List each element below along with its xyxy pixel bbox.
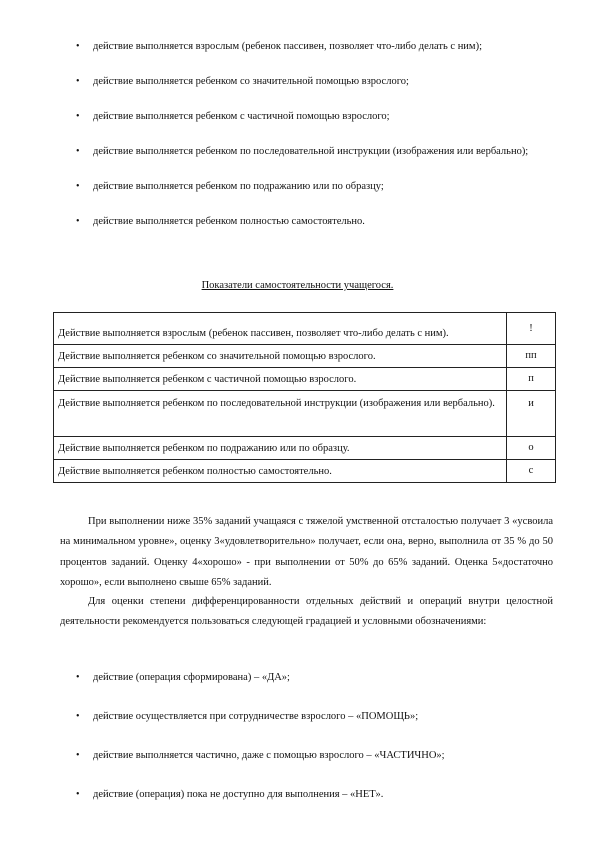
grading-paragraph-text: При выполнении ниже 35% заданий учащаяся с тяжелой умственной отсталостью получает 3 «усвоила на минимальном уровне», оценку 3«удовлетворительно» получает, если она, верно, выполнила от 35 % до 50 процентов заданий. Оценку 4«хорошо» - при выполнении от 50% до 65% заданий. Оценка 5«достаточно хорошо», если выполнено свыше 65% заданий. xyxy=(60,516,553,588)
list-item-text: действие выполняется ребенком по подражанию или по образцу; xyxy=(93,181,384,192)
indicators-table xyxy=(53,312,556,483)
list-item xyxy=(0,177,595,196)
bullet-icon: • xyxy=(76,181,80,192)
table-cell-mark: и xyxy=(507,391,556,437)
table-row xyxy=(54,391,556,437)
list-item-text: действие выполняется ребенком по последовательной инструкции (изображения или вербально); xyxy=(93,146,529,157)
list-item xyxy=(0,72,595,91)
table-cell-mark: ! xyxy=(507,313,556,345)
table-cell-description: Действие выполняется ребенком с частичной помощью взрослого. xyxy=(54,368,507,391)
bullet-icon: • xyxy=(76,789,80,800)
list-item xyxy=(0,212,595,231)
table-row xyxy=(54,345,556,368)
list-item xyxy=(0,707,595,726)
bullet-icon: • xyxy=(76,146,80,157)
list-item xyxy=(0,37,595,56)
bullet-icon: • xyxy=(76,216,80,227)
list-item-text: действие осуществляется при сотрудничестве взрослого – «ПОМОЩЬ»; xyxy=(93,711,419,722)
list-item xyxy=(0,142,595,161)
list-item xyxy=(0,785,595,804)
list-item-text: действие выполняется частично, даже с помощью взрослого – «ЧАСТИЧНО»; xyxy=(93,750,445,761)
gradation-intro-paragraph xyxy=(60,592,553,633)
gradation-intro-text: Для оценки степени дифференцированности отдельных действий и операций внутри целостной деятельности рекомендуется пользоваться следующей градацией и условными обозначениями: xyxy=(60,596,553,628)
heading-text: Показатели самостоятельности учащегося. xyxy=(201,280,394,291)
table-row xyxy=(54,313,556,345)
table-cell-description: Действие выполняется ребенком по последовательной инструкции (изображения или вербально). xyxy=(54,391,507,437)
section-heading xyxy=(0,279,595,293)
grading-paragraph xyxy=(60,512,553,593)
table-cell-mark: с xyxy=(507,460,556,483)
gradation-list xyxy=(0,668,595,824)
list-item xyxy=(0,668,595,687)
list-item xyxy=(0,746,595,765)
table-cell-description: Действие выполняется ребенком по подражанию или по образцу. xyxy=(54,437,507,460)
list-item-text: действие выполняется ребенком с частичной помощью взрослого; xyxy=(93,111,390,122)
list-item-text: действие выполняется ребенком со значительной помощью взрослого; xyxy=(93,76,409,87)
bullet-icon: • xyxy=(76,750,80,761)
list-item-text: действие выполняется взрослым (ребенок пассивен, позволяет что-либо делать с ним); xyxy=(93,41,482,52)
bullet-icon: • xyxy=(76,41,80,52)
table-cell-mark: п xyxy=(507,368,556,391)
table-row xyxy=(54,368,556,391)
table-row xyxy=(54,437,556,460)
table-cell-mark: о xyxy=(507,437,556,460)
table-row xyxy=(54,460,556,483)
table-cell-description: Действие выполняется взрослым (ребенок пассивен, позволяет что-либо делать с ним). xyxy=(54,313,507,345)
bullet-icon: • xyxy=(76,711,80,722)
independence-levels-list xyxy=(0,37,595,247)
list-item-text: действие (операция сформирована) – «ДА»; xyxy=(93,672,290,683)
table-cell-description: Действие выполняется ребенком полностью самостоятельно. xyxy=(54,460,507,483)
list-item-text: действие выполняется ребенком полностью самостоятельно. xyxy=(93,216,365,227)
list-item-text: действие (операция) пока не доступно для выполнения – «НЕТ». xyxy=(93,789,384,800)
bullet-icon: • xyxy=(76,111,80,122)
list-item xyxy=(0,107,595,126)
table-cell-mark: пп xyxy=(507,345,556,368)
bullet-icon: • xyxy=(76,672,80,683)
bullet-icon: • xyxy=(76,76,80,87)
table-cell-description: Действие выполняется ребенком со значительной помощью взрослого. xyxy=(54,345,507,368)
